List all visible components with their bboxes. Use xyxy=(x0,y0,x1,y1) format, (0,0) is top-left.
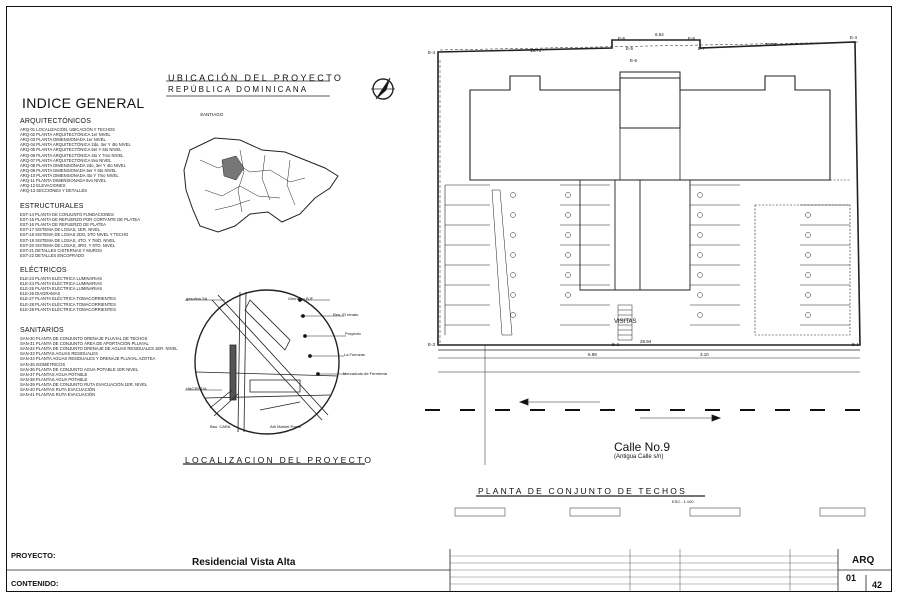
property-boundary xyxy=(438,40,860,345)
index-item: ELE-27 PLANTA ELÉCTRICA TOMACORRIENTES xyxy=(20,296,116,302)
local-location-title: LOCALIZACION DEL PROYECTO xyxy=(185,455,374,465)
stairs xyxy=(618,305,632,340)
grid-axis-label: E-6 xyxy=(688,36,696,41)
index-item: ARQ-10 PLANTA DIMENSIONADA 4to Y 7mo NIVEL xyxy=(20,172,119,178)
index-item: SAN-40 PLANTAS RUTA EVACUACIÓN xyxy=(20,387,96,392)
index-item: SAN-32 PLANTA DE CONJUNTO DRENAJE DE AGUAS RESIDUALES 1ER. NIVEL xyxy=(20,346,178,352)
local-map xyxy=(185,290,346,434)
index-item: ARQ-05 PLANTA ARQUITECTÓNICA 5er Y 6to NIVEL xyxy=(20,147,122,153)
index-section-heading: SANITARIOS xyxy=(20,327,64,334)
content-label: CONTENIDO: xyxy=(11,579,59,588)
grid-axis-label: E-5 xyxy=(626,46,634,51)
index-item: ARQ-06 PLANTA ARQUITECTÓNICA 4to Y 7mo NIVEL xyxy=(20,152,124,158)
index-item: ELE-23 PLANTA ELÉCTRICA LUMINARIAS xyxy=(20,276,103,281)
country-map xyxy=(184,138,338,232)
grid-axis-label: E-2 xyxy=(612,342,620,347)
local-map-label: HACIENDA xyxy=(186,386,207,391)
index-item: SAN-30 PLANTA DE CONJUNTO DRENAJE PLUVIAL DE TECHOS xyxy=(20,336,148,341)
grid-axis-label: E-1 xyxy=(852,342,860,347)
index-item: SAN-33 PLANTAS AGUAS RESIDUALES xyxy=(20,351,98,357)
index-item: ARQ-09 PLANTA DIMENSIONADA 5er Y 6to NIVEL xyxy=(20,167,117,173)
index-item: SAN-35 ISOMÉTRICOS xyxy=(20,361,66,367)
local-map-label: Ath Market Pomo xyxy=(270,424,301,429)
dimension-label: 6.54 xyxy=(655,32,664,37)
parking-right xyxy=(690,180,850,335)
plan-title: PLANTA DE CONJUNTO DE TECHOS xyxy=(478,486,687,496)
index-item: SAN-34 PLANTA AGUAS RESIDUALES Y DRENAJE PLUVIAL AZOTEA xyxy=(20,356,156,362)
grid-axis-label: E-7 xyxy=(698,46,706,51)
index-item: ARQ-13 SECCIONES Y DETALLES xyxy=(20,188,88,194)
index-item: ELE-25 PLANTA ELÉCTRICA LUMINARIAS xyxy=(20,286,103,292)
local-map-label: La Fuenzas xyxy=(344,352,365,357)
index-section-heading: ESTRUCTURALES xyxy=(20,203,84,210)
index-item: EST-19 SISTEMA DE LOSAS, 4TO. Y 7MO. NIVEL xyxy=(20,237,116,243)
grid-axis-label: E-6 xyxy=(630,58,638,63)
grid-axis-label: E-6 xyxy=(618,36,626,41)
index-item: SAN-31 PLANTA DE CONJUNTO ÁREA DE APORTACIÓN PLUVIAL xyxy=(20,341,149,347)
discipline-code: ARQ xyxy=(852,555,875,566)
north-arrow-icon xyxy=(371,78,395,99)
index-item: EST-20 SISTEMA DE LOSAS, 3RO. Y 6TO. NIVEL xyxy=(20,242,115,248)
title-block-lines xyxy=(6,549,892,592)
local-map-label: Mercadodo de Ferreteria xyxy=(343,371,388,376)
local-map-label: Proyecto xyxy=(345,331,361,336)
dimension-label: 6.98 xyxy=(588,352,597,357)
index-item: ELE-26 DIAGRAMAS xyxy=(20,291,61,297)
index-item: SAN-36 PLANTA DE CONJUNTO AGUA POTABLE 1ER NIVEL xyxy=(20,366,139,372)
street-name: Calle No.9 xyxy=(614,440,671,454)
parking-markers xyxy=(511,193,811,318)
index-item: EST-15 PLANTA DE REFUERZO POR CORTANTE DE PLATEA xyxy=(20,217,140,223)
index-item: EST-17 SISTEMA DE LOSAS, 1ER. NIVEL xyxy=(20,227,101,233)
index-item: ARQ-11 PLANTA DIMENSIONADA 8vo NIVEL xyxy=(20,178,107,183)
sheet-number: 01 xyxy=(846,573,857,583)
index-item: EST-16 PLANTA DE REFUERZO DE PLATEA xyxy=(20,222,106,228)
index-item: ARQ-02 PLANTA ARQUITECTÓNICA 1er NIVEL xyxy=(20,132,111,138)
index-item: EST-21 DETALLES CISTERNAS Y MUROS xyxy=(20,247,102,253)
index-item: ARQ-08 PLANTA DIMENSIONADA 2do, 3er Y 4to NIVEL xyxy=(20,162,126,168)
local-map-label: Gimnasio BJF xyxy=(288,296,314,301)
project-label: PROYECTO: xyxy=(11,551,56,560)
index-item: ARQ-01 LOCALIZACIÓN, UBICACIÓN Y TECHOS xyxy=(20,127,115,132)
grid-axis-label: E-4 xyxy=(428,50,436,55)
local-map-label: gasolina SA xyxy=(186,296,208,301)
index-item: ARQ-04 PLANTA ARQUITECTÓNICA 2do, 3er Y 4to NIVEL xyxy=(20,142,131,148)
dimension-label: 18.71 xyxy=(530,48,542,53)
visitor-parking-label: VISITAS xyxy=(614,319,637,325)
parking-left xyxy=(445,185,610,335)
index-section-heading: ELÉCTRICOS xyxy=(20,267,67,274)
traffic-arrows xyxy=(520,399,720,421)
index-item: ELE-24 PLANTA ELÉCTRICA LUMINARIAS xyxy=(20,281,103,287)
index-item: ELE-29 PLANTA ELÉCTRICA TOMACORRIENTES xyxy=(20,306,116,312)
dimension-label: 28.94 xyxy=(640,339,652,344)
dimension-label: 3.10 xyxy=(700,352,709,357)
location-country: REPÚBLICA DOMINICANA xyxy=(168,85,309,94)
plan-scale: ESC.: 1:100 xyxy=(672,499,694,504)
street-subtitle: (Antigua Calle s/n) xyxy=(614,454,664,460)
index-item: ARQ-03 PLANTA DIMENSIONADA 1er NIVEL xyxy=(20,137,106,143)
index-item: EST-22 DETALLES ENCOFRADO xyxy=(20,252,85,258)
index-section-heading: ARQUITECTÓNICOS xyxy=(20,118,92,125)
index-item: ARQ-07 PLANTA ARQUITECTÓNICA 8vo NIVEL xyxy=(20,157,112,163)
grid-axis-label: E-4 xyxy=(850,35,858,40)
sheet-total: 42 xyxy=(872,580,883,590)
grid-axis-label: E-3 xyxy=(428,342,436,347)
index-item: ELE-28 PLANTA ELÉCTRICA TOMACORRIENTES xyxy=(20,301,116,307)
map-city-label: SANTIAGO xyxy=(200,112,224,117)
dimension-label: 10.29 xyxy=(765,42,777,47)
local-map-label: Res. El renato xyxy=(333,312,359,317)
index-title: INDICE GENERAL xyxy=(22,95,145,111)
index-item: EST-14 PLANTA DE CONJUNTO FUNDACIONES xyxy=(20,212,114,217)
local-map-label: Bao. CARA xyxy=(210,424,231,429)
index-item: SAN-37 PLANTAS AGUA POTABLE xyxy=(20,371,88,377)
index-item: EST-18 SISTEMA DE LOSAS 2DO, 5TO NIVEL Y TECHO xyxy=(20,232,129,238)
location-title: UBICACIÓN DEL PROYECTO xyxy=(168,73,344,83)
site-plan xyxy=(425,40,865,516)
index-item: SAN-41 PLANTAS RUTA EVACUACIÓN xyxy=(20,392,96,398)
index-item: ARQ-12 ELEVACIONES xyxy=(20,183,66,189)
index-item: SAN-39 PLANTA DE CONJUNTO RUTA EVACUACIÓN 1ER. NIVEL xyxy=(20,381,148,387)
index-item: SAN-38 PLANTAS AGUA POTABLE xyxy=(20,376,88,382)
project-name: Residencial Vista Alta xyxy=(192,557,296,568)
plan-footer-boxes xyxy=(455,508,865,516)
